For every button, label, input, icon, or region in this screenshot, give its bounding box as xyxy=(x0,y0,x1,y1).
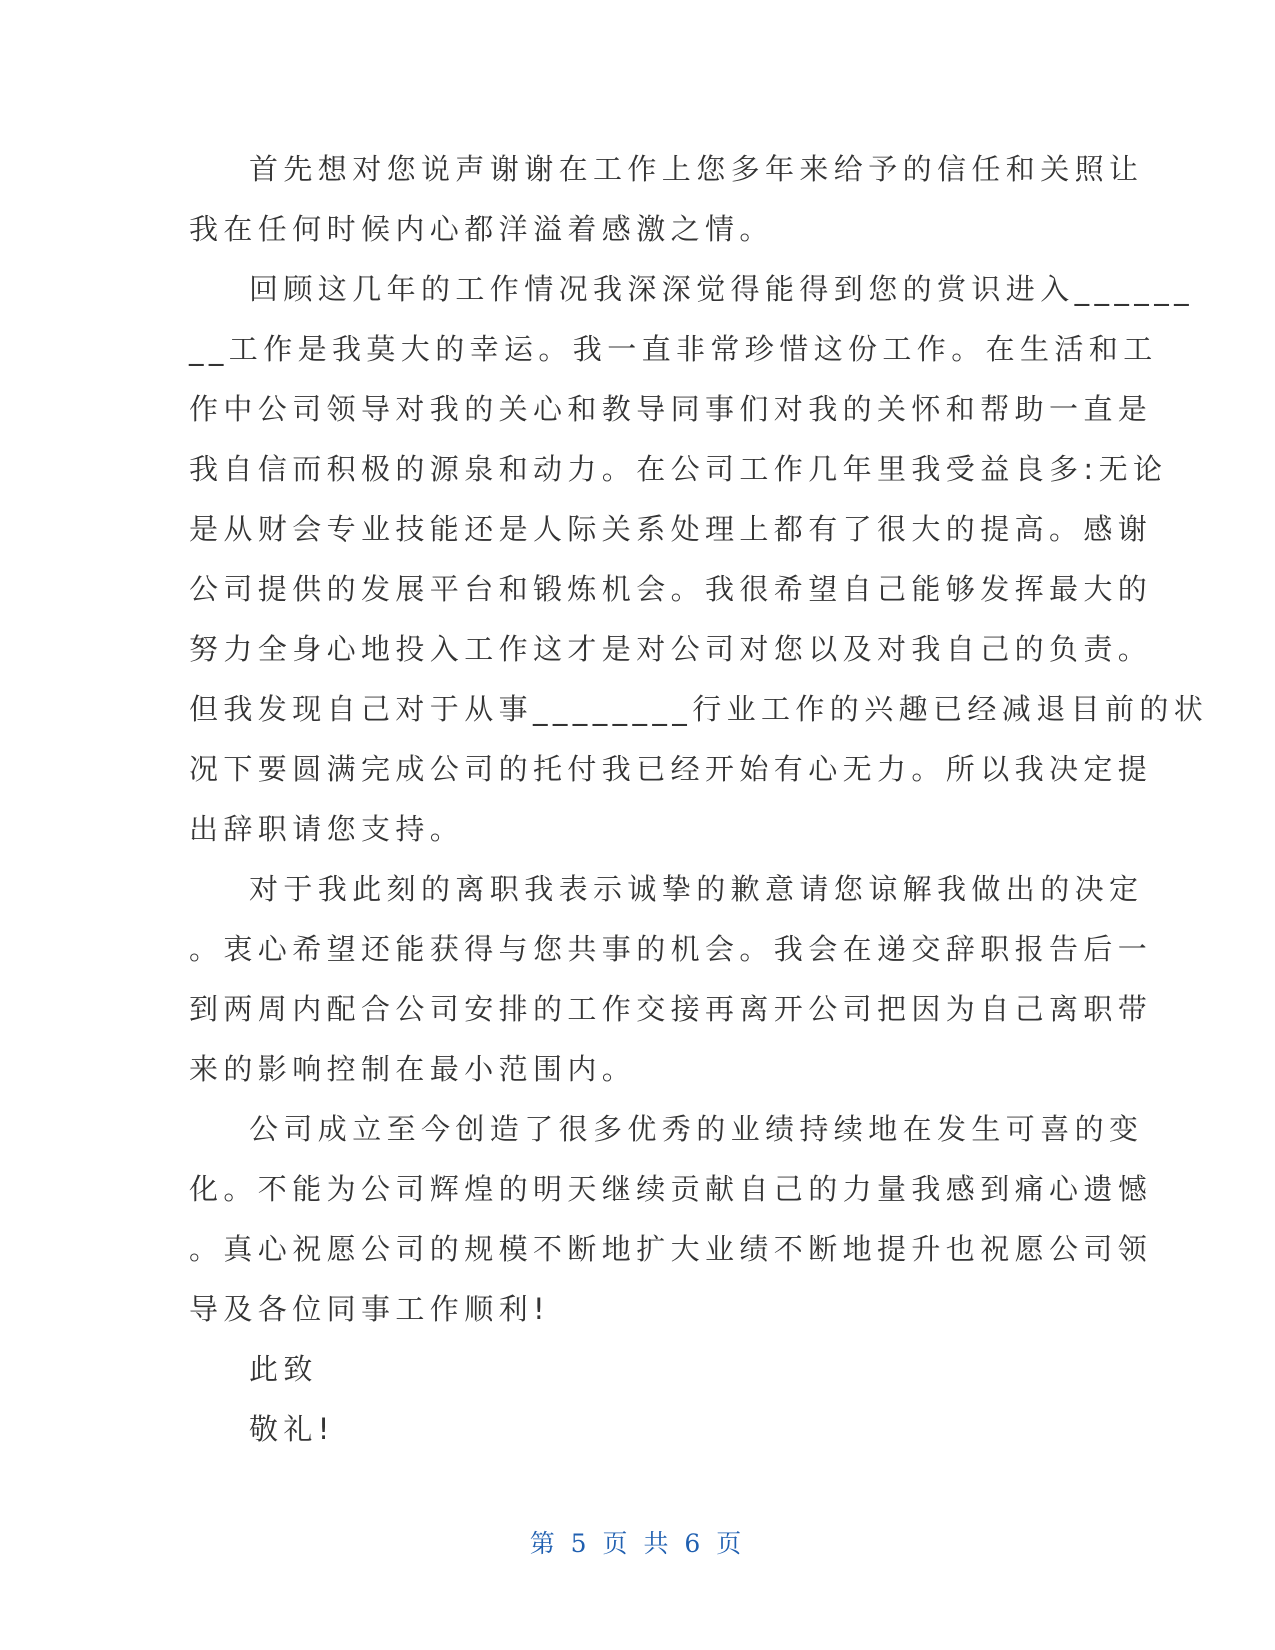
text-line: 况下要圆满完成公司的托付我已经开始有心无力。所以我决定提 xyxy=(189,752,1153,786)
page-footer xyxy=(0,1524,1275,1560)
text-line: 到两周内配合公司安排的工作交接再离开公司把因为自己离职带 xyxy=(189,992,1153,1026)
text-line: 作中公司领导对我的关心和教导同事们对我的关怀和帮助一直是 xyxy=(189,392,1153,426)
text-line: 出辞职请您支持。 xyxy=(189,812,465,846)
text-line: 此致 xyxy=(249,1352,318,1386)
text-line: 但我发现自己对于从事________行业工作的兴趣已经减退目前的状 xyxy=(189,692,1209,726)
text-line: 敬礼! xyxy=(249,1412,335,1446)
text-line: 导及各位同事工作顺利! xyxy=(189,1292,551,1326)
letter-body xyxy=(189,139,1209,1459)
text-line: 是从财会专业技能还是人际关系处理上都有了很大的提高。感谢 xyxy=(189,512,1153,546)
text-line: 。衷心希望还能获得与您共事的机会。我会在递交辞职报告后一 xyxy=(189,932,1153,966)
text-line: 首先想对您说声谢谢在工作上您多年来给予的信任和关照让 xyxy=(249,152,1144,186)
text-line: 努力全身心地投入工作这才是对公司对您以及对我自己的负责。 xyxy=(189,632,1153,666)
text-line: 公司提供的发展平台和锻炼机会。我很希望自己能够发挥最大的 xyxy=(189,572,1153,606)
text-line: 我在任何时候内心都洋溢着感激之情。 xyxy=(189,212,774,246)
page-number-label: 第 5 页 共 6 页 xyxy=(529,1529,746,1558)
text-line: 。真心祝愿公司的规模不断地扩大业绩不断地提升也祝愿公司领 xyxy=(189,1232,1153,1266)
text-line: 对于我此刻的离职我表示诚挚的歉意请您谅解我做出的决定 xyxy=(249,872,1144,906)
text-line: 回顾这几年的工作情况我深深觉得能得到您的赏识进入______ xyxy=(249,272,1195,306)
text-line: 我自信而积极的源泉和动力。在公司工作几年里我受益良多:无论 xyxy=(189,452,1168,486)
text-line: 公司成立至今创造了很多优秀的业绩持续地在发生可喜的变 xyxy=(249,1112,1144,1146)
text-line: __工作是我莫大的幸运。我一直非常珍惜这份工作。在生活和工 xyxy=(189,332,1158,366)
text-line: 化。不能为公司辉煌的明天继续贡献自己的力量我感到痛心遗憾 xyxy=(189,1172,1153,1206)
text-line: 来的影响控制在最小范围内。 xyxy=(189,1052,637,1086)
